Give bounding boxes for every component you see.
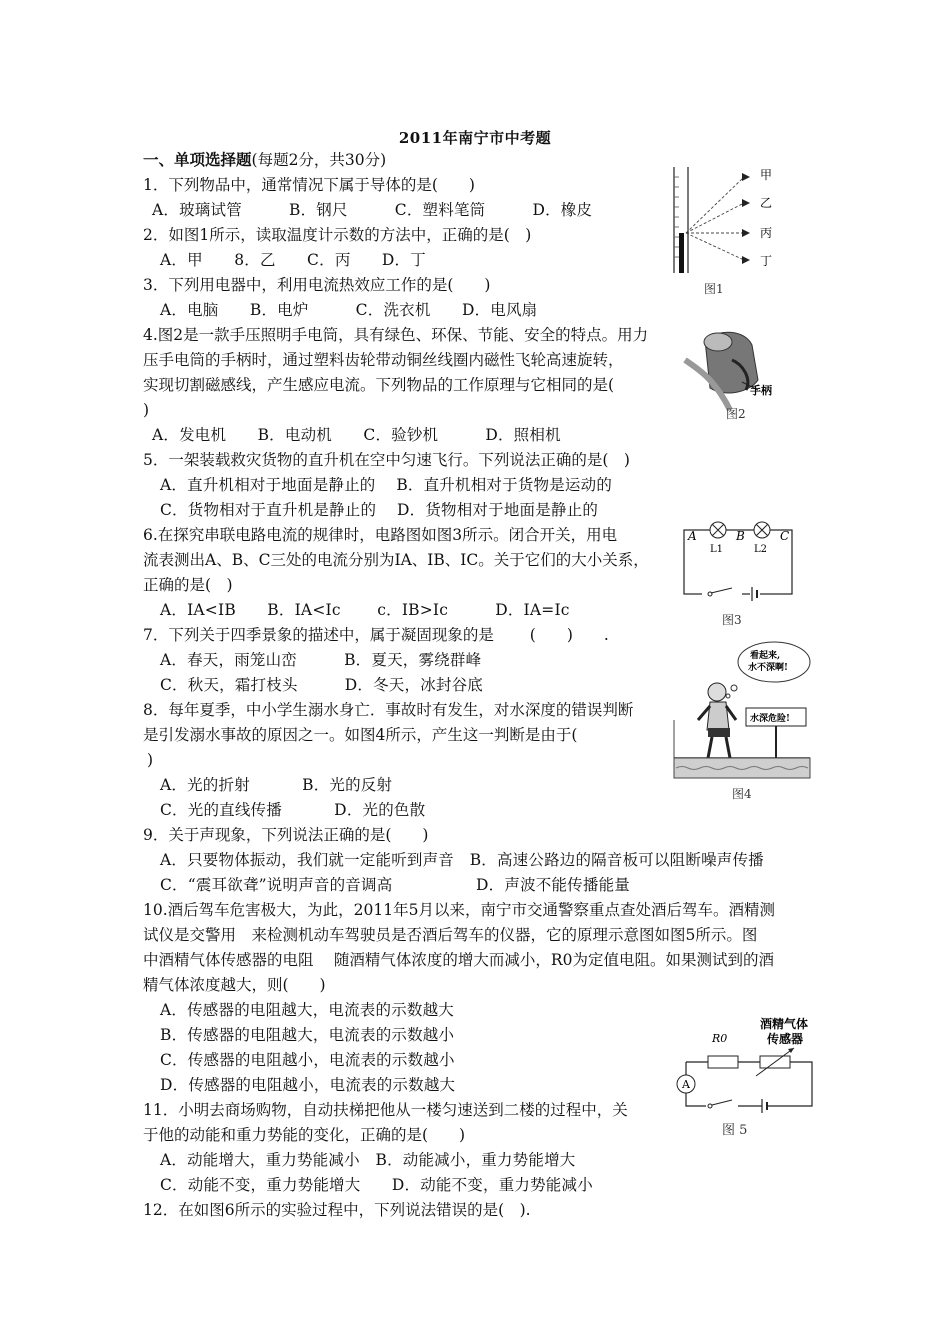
question-10-option-b: B．传感器的电阻越大，电流表的示数越小	[160, 1026, 455, 1044]
question-6-options: A．IA<IB B．IA<Ic c．IB>Ic D．IA=Ic	[160, 601, 570, 619]
fig5-sensor-label-2: 传感器	[767, 1032, 804, 1046]
fig3-label-a: A	[688, 529, 697, 543]
eye-icon-4	[742, 256, 750, 264]
question-1-text: 1．下列物品中，通常情况下属于导体的是( )	[143, 176, 475, 194]
question-1-options: A．玻璃试管 B．钢尺 C．塑料笔筒 D．橡皮	[152, 201, 593, 219]
question-8-text-1: 8．每年夏季，中小学生溺水身亡．事故时有发生，对水深度的错误判断	[143, 701, 634, 719]
question-11-options-1: A．动能增大，重力势能减小 B．动能减小，重力势能增大	[160, 1151, 576, 1169]
eye-icon-2	[742, 199, 750, 207]
question-4-options: A．发电机 B．电动机 C．验钞机 D．照相机	[152, 426, 561, 444]
question-10-option-c: C．传感器的电阻越小，电流表的示数越小	[160, 1051, 455, 1069]
question-10-text-2: 试仪是交警用 来检测机动车驾驶员是否酒后驾车的仪器，它的原理示意图如图5所示。图	[143, 926, 758, 944]
figure-5-alcohol-sensor-circuit	[672, 1010, 822, 1140]
question-10-option-a: A．传感器的电阻越大，电流表的示数越大	[160, 1001, 454, 1019]
figure-3-series-circuit	[680, 510, 800, 630]
fig2-label-handle: 手柄	[750, 384, 772, 397]
fig3-caption: 图3	[722, 613, 742, 627]
fig3-label-l1: L1	[710, 544, 724, 555]
question-3-options: A．电脑 B．电炉 C．洗衣机 D．电风扇	[160, 301, 538, 319]
figure-2-flashlight	[680, 320, 790, 430]
question-9-text: 9．关于声现象，下列说法正确的是( )	[143, 826, 429, 844]
question-4-text-4: )	[143, 401, 150, 419]
section-heading: 一、单项选择题	[143, 150, 252, 169]
question-5-options-2: C．货物相对于直升机是静止的 D．货物相对于地面是静止的	[160, 501, 599, 519]
figure-4-water-depth	[672, 640, 812, 805]
question-7-options-2: C．秋天，霜打枝头 D．冬天，冰封谷底	[160, 676, 483, 694]
question-5-options-1: A．直升机相对于地面是静止的 B．直升机相对于货物是运动的	[160, 476, 613, 494]
question-10-option-d: D．传感器的电阻越小，电流表的示数越大	[160, 1076, 456, 1094]
question-4-text-3: 实现切割磁感线，产生感应电流。下列物品的工作原理与它相同的是(	[143, 376, 615, 394]
question-11-text-1: 11．小明去商场购物，自动扶梯把他从一楼匀速送到二楼的过程中，关	[143, 1101, 628, 1119]
fig5-caption: 图 5	[722, 1123, 748, 1138]
fig3-label-c: C	[780, 529, 790, 543]
question-6-text-2: 流表测出A、B、C三处的电流分别为IA、IB、IC。关于它们的大小关系，	[143, 551, 649, 569]
fig4-warning-sign: 水深危险!	[750, 714, 790, 724]
fig5-switch-icon	[708, 1104, 712, 1108]
question-12-text: 12．在如图6所示的实验过程中，下列说法错误的是( ).	[143, 1201, 531, 1219]
fig1-label-ding: 丁	[760, 254, 773, 268]
fig4-bubble-line-2: 水不深啊!	[748, 663, 788, 673]
fig5-sensor-label-1: 酒精气体	[760, 1017, 809, 1031]
question-8-options-1: A．光的折射 B．光的反射	[160, 776, 393, 794]
fig4-caption: 图4	[732, 787, 752, 801]
question-10-text-4: 精气体浓度越大，则( )	[143, 976, 326, 994]
question-6-text-1: 6.在探究串联电路电流的规律时，电路图如图3所示。闭合开关，用电	[143, 526, 618, 544]
question-4-text-1: 4.图2是一款手压照明手电筒，具有绿色、环保、节能、安全的特点。用力	[143, 326, 649, 344]
fig1-label-yi: 乙	[760, 196, 773, 210]
question-2-options: A．甲 8．乙 C．丙 D．丁	[160, 251, 426, 269]
question-10-text-3: 中酒精气体传感器的电阻 随酒精气体浓度的增大而减小，R0为定值电阻。如果测试到的酒	[143, 951, 774, 969]
fig5-r0-label: R0	[712, 1032, 728, 1045]
question-7-text: 7．下列关于四季景象的描述中，属于凝固现象的是 ( ) .	[143, 626, 609, 644]
section-heading-line	[143, 149, 386, 171]
question-6-text-3: 正确的是( )	[143, 576, 233, 594]
question-5-text: 5．一架装载救灾货物的直升机在空中匀速飞行。下列说法正确的是( )	[143, 451, 630, 469]
fig1-label-bing: 丙	[760, 226, 773, 240]
question-8-options-2: C．光的直线传播 D．光的色散	[160, 801, 426, 819]
question-11-text-2: 于他的动能和重力势能的变化，正确的是( )	[143, 1126, 466, 1144]
question-9-options-1: A．只要物体振动，我们就一定能听到声音 B．高速公路边的隔音板可以阻断噪声传播	[160, 851, 764, 869]
question-3-text: 3．下列用电器中，利用电流热效应工作的是( )	[143, 276, 491, 294]
fig3-label-b: B	[736, 529, 745, 543]
section-note: (每题2分，共30分)	[251, 151, 387, 169]
question-8-text-2: 是引发溺水事故的原因之一。如图4所示，产生这一判断是由于(	[143, 726, 578, 744]
boy-head-icon	[708, 683, 726, 701]
question-8-text-3: )	[147, 751, 154, 769]
question-11-options-2: C．动能不变，重力势能增大 D．动能不变，重力势能减小	[160, 1176, 593, 1194]
figure-1-thermometer	[662, 165, 792, 295]
question-7-options-1: A．春天，雨笼山峦 B．夏天，雾绕群峰	[160, 651, 482, 669]
question-10-text-1: 10.酒后驾车危害极大，为此，2011年5月以来，南宁市交通警察重点查处酒后驾车。酒精测	[143, 901, 775, 919]
resistor-r0-icon	[708, 1056, 738, 1068]
eye-icon-1	[742, 173, 750, 181]
question-2-text: 2．如图1所示，读取温度计示数的方法中，正确的是( )	[143, 226, 532, 244]
fig1-label-jia: 甲	[760, 168, 773, 182]
page-title: 2011年南宁市中考题	[398, 129, 552, 147]
fig4-bubble-line-1: 看起来,	[750, 651, 781, 661]
fig1-caption: 图1	[704, 282, 724, 295]
eye-icon-3	[742, 229, 750, 237]
question-4-text-2: 压手电筒的手柄时，通过塑料齿轮带动铜丝线圈内磁性飞轮高速旋转，	[143, 351, 624, 369]
fig2-caption: 图2	[726, 407, 746, 421]
fig3-label-l2: L2	[754, 544, 768, 555]
fig5-ammeter-label: A	[682, 1078, 690, 1091]
question-9-options-2: C．“震耳欲聋”说明声音的音调高 D．声波不能传播能量	[160, 876, 630, 894]
